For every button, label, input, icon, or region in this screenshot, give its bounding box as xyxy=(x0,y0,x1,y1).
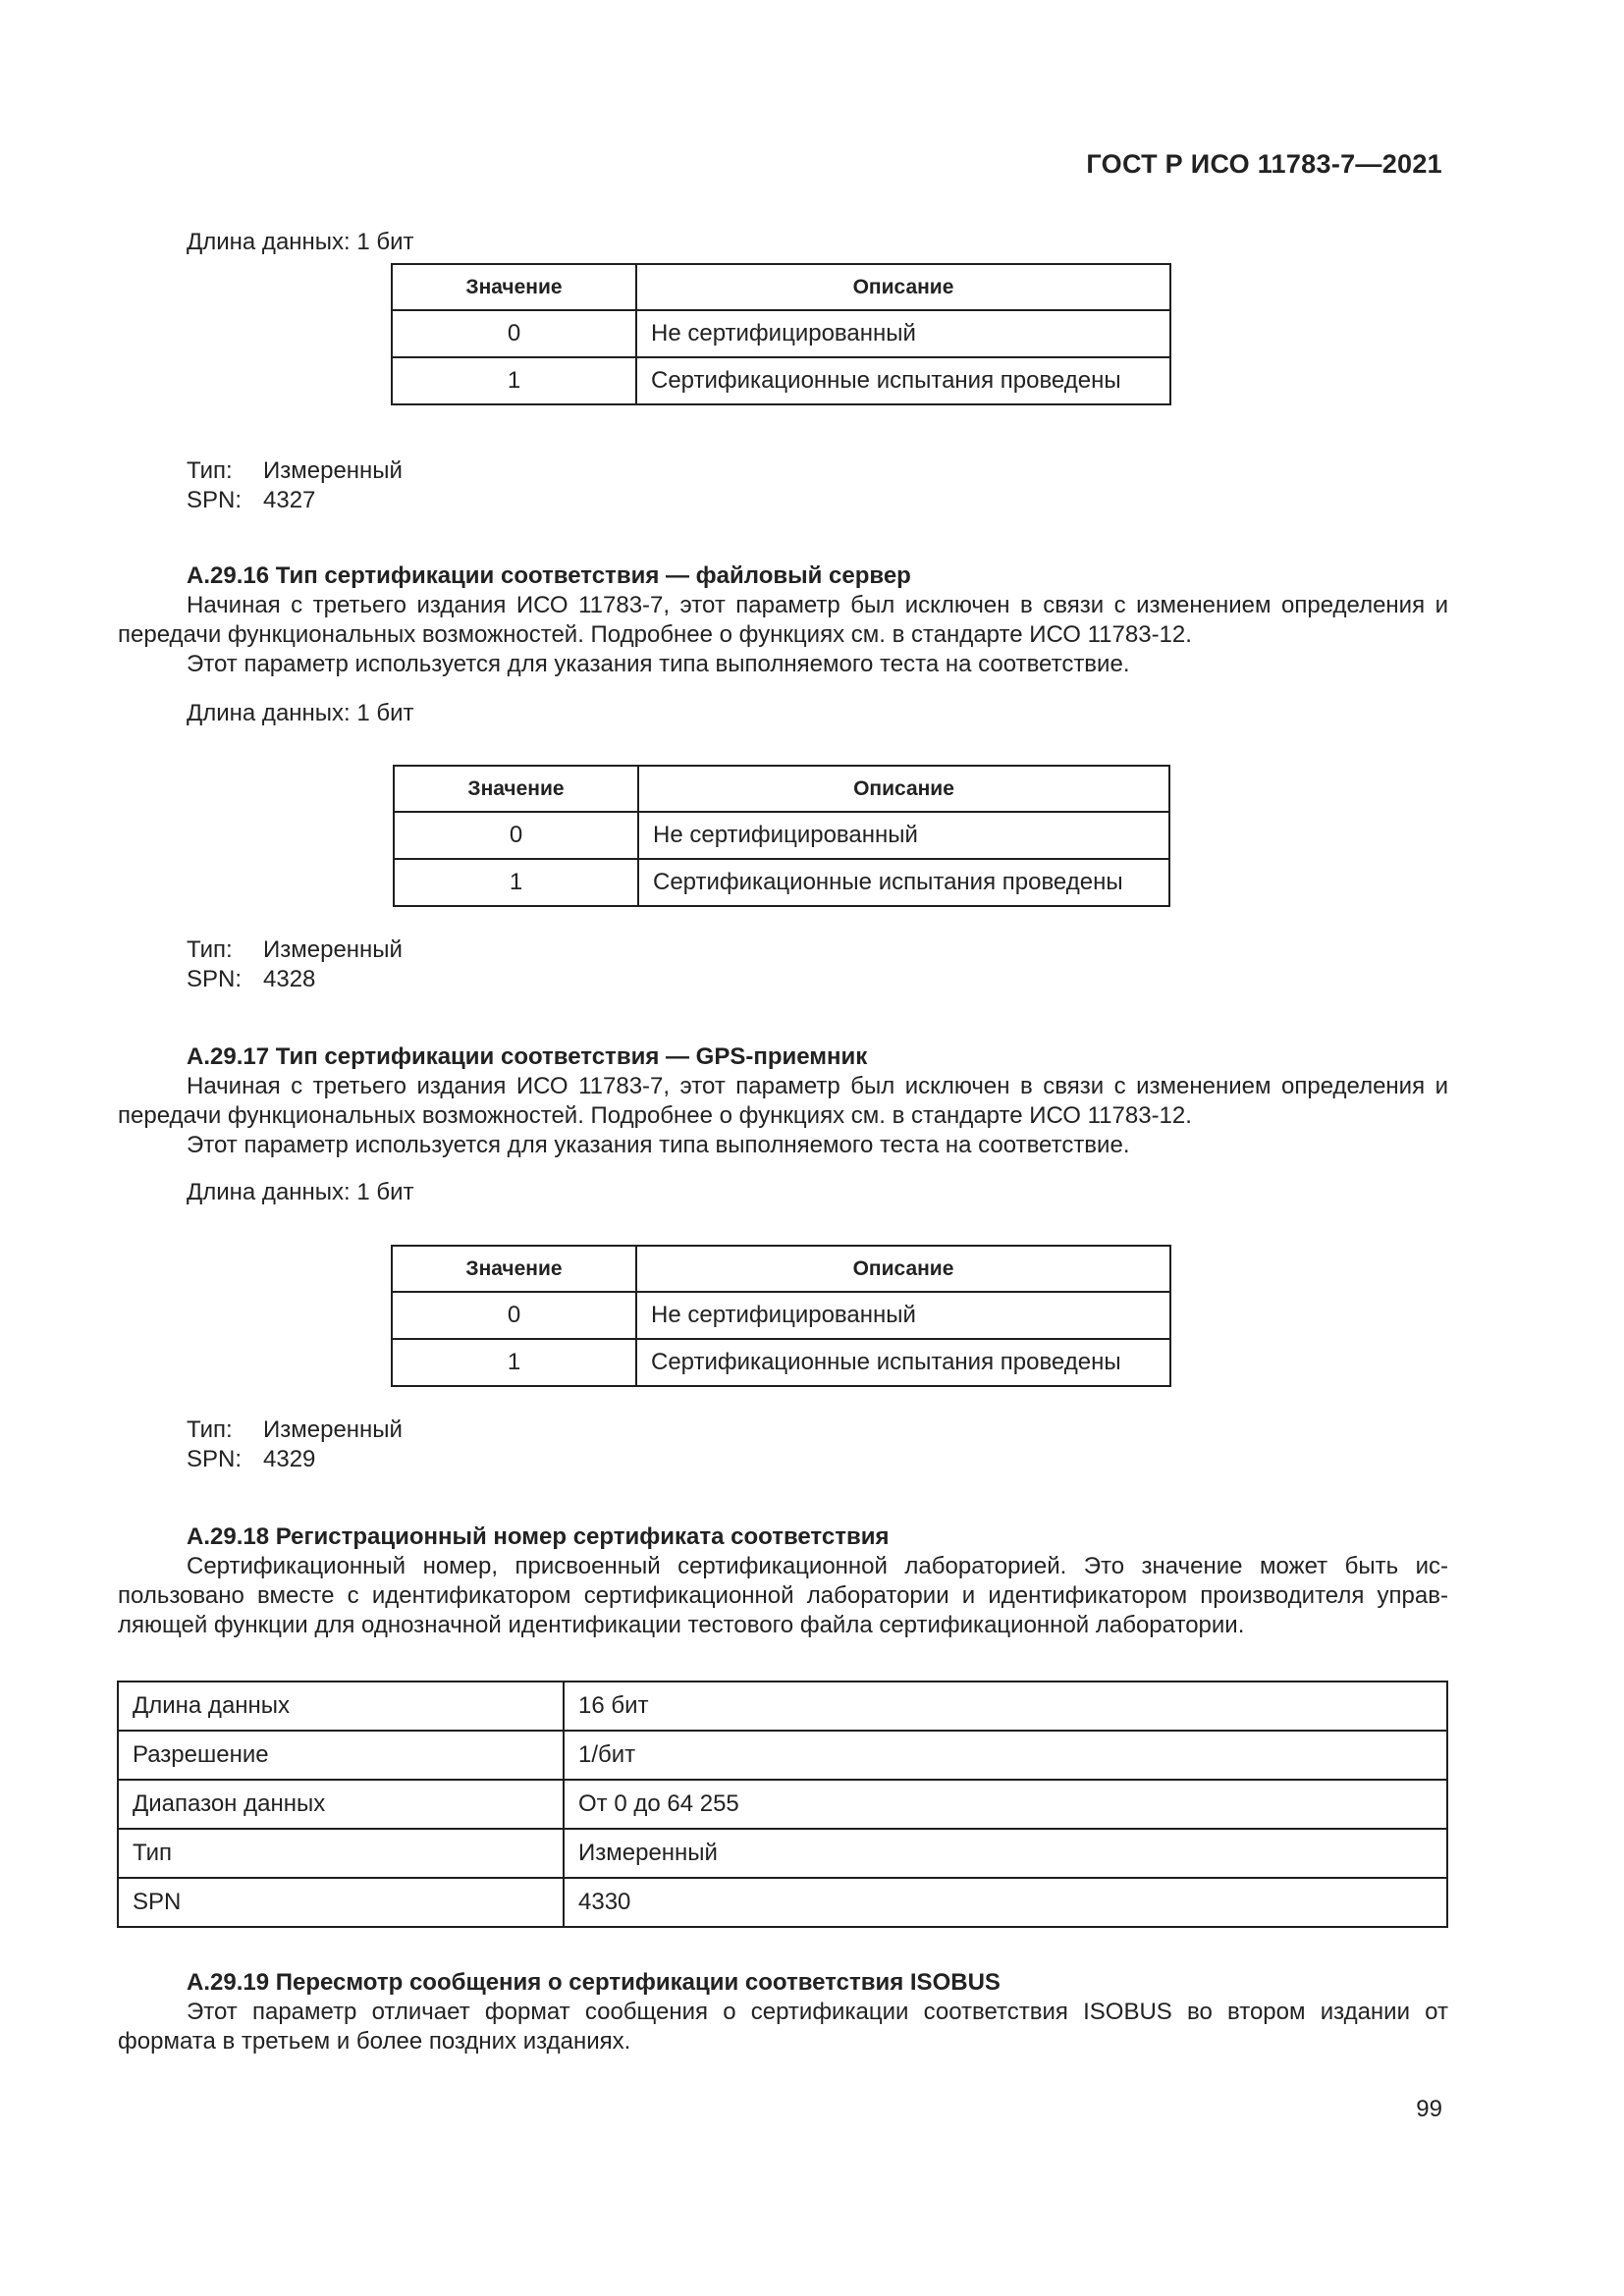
value-table xyxy=(391,263,1171,405)
type-spn-block xyxy=(187,1415,403,1474)
param-name: Длина данных xyxy=(118,1682,564,1731)
data-length-label: Длина данных: 1 бит xyxy=(187,1179,414,1205)
column-header-description: Описание xyxy=(636,264,1170,310)
section-paragraphs-a29-16 xyxy=(118,591,1448,679)
section-heading-a29-16: А.29.16 Тип сертификации соответствия — файловый сервер xyxy=(187,562,911,589)
table-row xyxy=(392,1292,1170,1339)
param-name: Диапазон данных xyxy=(118,1780,564,1829)
param-value: Измеренный xyxy=(564,1829,1447,1878)
section-paragraphs-a29-17 xyxy=(118,1072,1448,1160)
type-value: Измеренный xyxy=(263,1416,403,1443)
table-row xyxy=(118,1878,1447,1927)
paragraph-line: Сертификационный номер, присвоенный сертификационной лабораторией. Это значение может быть ис- xyxy=(187,1553,1448,1579)
column-header-value: Значение xyxy=(392,264,636,310)
paragraph: Этот параметр используется для указания типа выполняемого теста на соответствие. xyxy=(187,1132,1130,1158)
cell-description: Не сертифицированный xyxy=(636,1292,1170,1339)
param-name: Разрешение xyxy=(118,1731,564,1780)
type-spn-block xyxy=(187,935,403,994)
column-header-value: Значение xyxy=(394,766,638,812)
value-table xyxy=(393,765,1170,907)
column-header-value: Значение xyxy=(392,1246,636,1292)
section-heading-a29-17: А.29.17 Тип сертификации соответствия — GPS-приемник xyxy=(187,1043,868,1070)
param-value: 4330 xyxy=(564,1878,1447,1927)
table-row xyxy=(392,357,1170,404)
column-header-description: Описание xyxy=(636,1246,1170,1292)
param-name: Тип xyxy=(118,1829,564,1878)
table-row xyxy=(118,1780,1447,1829)
table-row xyxy=(394,812,1169,859)
type-key: Тип: xyxy=(187,1416,233,1443)
type-value: Измеренный xyxy=(263,457,403,484)
cell-value: 0 xyxy=(392,310,636,357)
param-name: SPN xyxy=(118,1878,564,1927)
table-row xyxy=(118,1731,1447,1780)
table-row xyxy=(392,1339,1170,1386)
cell-value: 1 xyxy=(392,1339,636,1386)
cell-value: 0 xyxy=(394,812,638,859)
data-length-label: Длина данных: 1 бит xyxy=(187,700,414,726)
paragraph: Этот параметр отличает формат сообщения о сертификации соответствия ISOBUS во втором издании от формата в третьем и более поздних изданиях. xyxy=(118,1999,1448,2055)
spn-key: SPN: xyxy=(187,1446,243,1472)
section-paragraphs-a29-18 xyxy=(118,1552,1448,1640)
data-length-label: Длина данных: 1 бит xyxy=(187,229,414,255)
type-value: Измеренный xyxy=(263,936,403,963)
table-row xyxy=(118,1682,1447,1731)
table-row xyxy=(394,859,1169,906)
section-heading-a29-18: А.29.18 Регистрационный номер сертификата соответствия xyxy=(187,1523,890,1550)
table-header-row xyxy=(392,1246,1170,1292)
parameter-table xyxy=(117,1681,1448,1928)
cell-description: Сертификационные испытания проведены xyxy=(636,1339,1170,1386)
table-header-row xyxy=(392,264,1170,310)
spn-key: SPN: xyxy=(187,487,243,513)
table-row xyxy=(392,310,1170,357)
table-row xyxy=(118,1829,1447,1878)
param-value: 16 бит xyxy=(564,1682,1447,1731)
cell-value: 0 xyxy=(392,1292,636,1339)
spn-value: 4329 xyxy=(263,1446,316,1472)
paragraph-line: ляющей функции для однозначной идентификации тестового файла сертификационной лаборатории. xyxy=(118,1612,1245,1638)
table-header-row xyxy=(394,766,1169,812)
section-heading-a29-19: А.29.19 Пересмотр сообщения о сертификации соответствия ISOBUS xyxy=(187,1969,1001,1996)
cell-value: 1 xyxy=(392,357,636,404)
param-value: От 0 до 64 255 xyxy=(564,1780,1447,1829)
page-number: 99 xyxy=(1416,2096,1442,2122)
paragraph: Этот параметр используется для указания типа выполняемого теста на соответствие. xyxy=(187,651,1130,677)
cell-value: 1 xyxy=(394,859,638,906)
cell-description: Не сертифицированный xyxy=(638,812,1169,859)
cell-description: Сертификационные испытания проведены xyxy=(638,859,1169,906)
section-paragraphs-a29-19 xyxy=(118,1998,1448,2056)
spn-value: 4328 xyxy=(263,966,316,992)
spn-key: SPN: xyxy=(187,966,243,992)
spn-value: 4327 xyxy=(263,487,316,513)
cell-description: Не сертифицированный xyxy=(636,310,1170,357)
type-spn-block xyxy=(187,456,403,515)
document-standard-header: ГОСТ Р ИСО 11783-7—2021 xyxy=(1086,149,1442,179)
type-key: Тип: xyxy=(187,457,233,484)
column-header-description: Описание xyxy=(638,766,1169,812)
type-key: Тип: xyxy=(187,936,233,963)
value-table xyxy=(391,1245,1171,1387)
cell-description: Сертификационные испытания проведены xyxy=(636,357,1170,404)
param-value: 1/бит xyxy=(564,1731,1447,1780)
paragraph-line: пользовано вместе с идентификатором сертификационной лаборатории и идентификатором производителя управ- xyxy=(118,1582,1448,1609)
paragraph: Начиная с третьего издания ИСО 11783-7, этот параметр был исключен в связи с изменением определения и передачи функциональных возможностей. Подробнее о функциях см. в стандарте ИСО 11783-12. xyxy=(118,592,1448,648)
paragraph: Начиная с третьего издания ИСО 11783-7, этот параметр был исключен в связи с изменением определения и передачи функциональных возможностей. Подробнее о функциях см. в стандарте ИСО 11783-12. xyxy=(118,1073,1448,1129)
